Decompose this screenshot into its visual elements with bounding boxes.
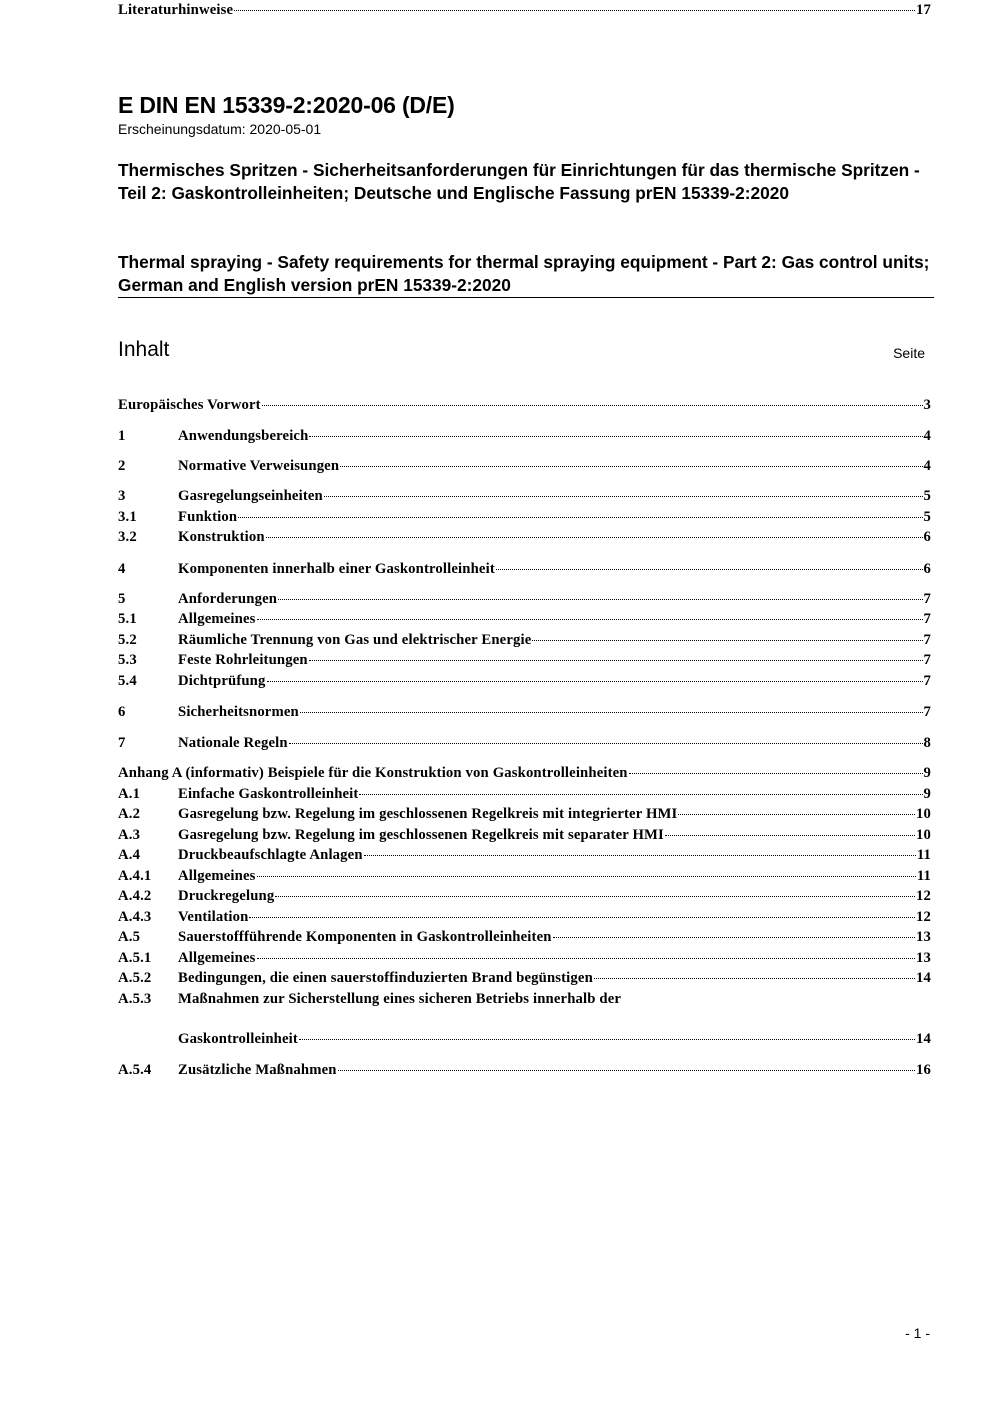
toc-entry-page: 4 (923, 458, 931, 474)
toc-entry-title: Allgemeines (178, 611, 256, 627)
toc-entry-number: 3.2 (118, 529, 137, 545)
toc-entry-title: Feste Rohrleitungen (178, 652, 308, 668)
toc-dot-leader (278, 587, 922, 600)
toc-entry-number: 3 (118, 488, 126, 504)
toc-entry-page: 5 (923, 488, 931, 504)
toc-entry-page: 7 (923, 673, 931, 689)
toc-entry[interactable] (118, 948, 931, 968)
toc-entry[interactable] (118, 702, 931, 722)
toc-entry[interactable] (118, 907, 931, 927)
toc-entry[interactable] (118, 486, 931, 506)
toc-entry-page: 4 (923, 428, 931, 444)
toc-entry-page: 13 (916, 950, 931, 966)
toc-entry-number: A.5.3 (118, 991, 152, 1007)
toc-entry[interactable] (118, 589, 931, 609)
toc-entry-page: 14 (916, 970, 931, 986)
toc-dot-leader (267, 669, 923, 682)
toc-entry-page: 6 (923, 529, 931, 545)
toc-entry-page: 14 (916, 1031, 931, 1047)
toc-entry-number: 5.1 (118, 611, 137, 627)
toc-dot-leader (678, 802, 915, 815)
toc-dot-leader (532, 628, 922, 641)
toc-entry-title: Konstruktion (178, 529, 265, 545)
toc-entry[interactable] (118, 650, 931, 670)
toc-entry-title: Druckbeaufschlagte Anlagen (178, 847, 363, 863)
toc-entry[interactable] (118, 507, 931, 527)
toc-dot-leader (289, 731, 923, 744)
toc-entry[interactable] (118, 456, 931, 476)
toc-heading: Inhalt (118, 338, 170, 361)
toc-dot-leader (249, 905, 915, 918)
toc-entry-page: 10 (916, 806, 931, 822)
toc-entry-title: Maßnahmen zur Sicherstellung eines sicheren Betriebs innerhalb der (178, 991, 622, 1007)
toc-entry[interactable] (118, 609, 931, 629)
toc-entry[interactable] (118, 825, 931, 845)
toc-entry[interactable] (118, 1029, 931, 1049)
toc-entry-title: Allgemeines (178, 868, 256, 884)
toc-entry[interactable] (118, 784, 931, 804)
toc-entry-title: Anhang A (informativ) Beispiele für die Konstruktion von Gaskontrolleinheiten (118, 765, 628, 781)
toc-entry-number: A.4.1 (118, 868, 152, 884)
toc-dot-leader (359, 782, 922, 795)
toc-entry[interactable] (118, 0, 931, 20)
toc-entry-number: A.5.2 (118, 970, 152, 986)
toc-entry-title: Allgemeines (178, 950, 256, 966)
toc-entry-page: 7 (923, 611, 931, 627)
toc-entry-title: Sauerstoffführende Komponenten in Gaskontrolleinheiten (178, 929, 552, 945)
toc-entry-number: A.1 (118, 786, 141, 802)
toc-entry-page: 5 (923, 509, 931, 525)
toc-entry-number: A.5.4 (118, 1062, 152, 1078)
toc-entry-title: Gasregelungseinheiten (178, 488, 323, 504)
toc-entry-number: A.2 (118, 806, 141, 822)
toc-entry-title: Einfache Gaskontrolleinheit (178, 786, 359, 802)
toc-entry-page: 7 (923, 632, 931, 648)
toc-dot-leader (665, 823, 915, 836)
toc-entry-title: Gasregelung bzw. Regelung im geschlossenen Regelkreis mit separater HMI (178, 827, 664, 843)
toc-entry-title: Literaturhinweise (118, 2, 234, 18)
toc-dot-leader (594, 966, 915, 979)
toc-dot-leader (340, 454, 922, 467)
toc-entry-page: 12 (916, 909, 931, 925)
toc-entry-title: Anforderungen (178, 591, 278, 607)
toc-entry-number: 3.1 (118, 509, 137, 525)
toc-entry-number: 7 (118, 735, 126, 751)
toc-entry-page: 9 (923, 765, 931, 781)
title-german: Thermisches Spritzen - Sicherheitsanforderungen für Einrichtungen für das thermische Spritzen - Teil 2: Gaskontrolleinheiten; Deutsche und Englische Fassung prEN 15339-2:2020 (118, 160, 920, 203)
toc-entry[interactable] (118, 671, 931, 691)
toc-entry-page: 16 (916, 1062, 931, 1078)
toc-entry[interactable] (118, 927, 931, 947)
toc-entry-number: A.3 (118, 827, 141, 843)
footer-page-number: - 1 - (905, 1325, 930, 1341)
toc-dot-leader (338, 1058, 915, 1071)
toc-entry-page: 7 (923, 704, 931, 720)
toc-entry-title: Sicherheitsnormen (178, 704, 299, 720)
toc-entry-number: A.5.1 (118, 950, 152, 966)
toc-dot-leader (238, 505, 922, 518)
toc-dot-leader (324, 484, 923, 497)
toc-entry[interactable] (118, 630, 931, 650)
toc-dot-leader (553, 925, 915, 938)
toc-dot-leader (364, 843, 916, 856)
toc-entry-number: 5.3 (118, 652, 137, 668)
toc-entry[interactable] (118, 426, 931, 446)
toc-page-column-heading: Seite (893, 345, 925, 361)
toc-entry-page: 7 (923, 652, 931, 668)
toc-dot-leader (299, 1027, 915, 1040)
toc-entry-page: 17 (916, 2, 931, 18)
toc-entry-number: 1 (118, 428, 126, 444)
toc-entry[interactable] (118, 866, 931, 886)
toc-entry-title: Dichtprüfung (178, 673, 266, 689)
toc-entry-number: 4 (118, 561, 126, 577)
toc-dot-leader (629, 761, 923, 774)
toc-dot-leader (275, 884, 915, 897)
toc-entry-page: 7 (923, 591, 931, 607)
toc-entry-title: Ventilation (178, 909, 249, 925)
toc-entry-number: 6 (118, 704, 126, 720)
toc-entry[interactable] (118, 886, 931, 906)
toc-dot-leader (257, 946, 915, 959)
toc-entry-title: Normative Verweisungen (178, 458, 340, 474)
toc-entry[interactable] (118, 395, 931, 415)
toc-entry[interactable] (118, 989, 931, 1009)
toc-entry-page: 8 (923, 735, 931, 751)
toc-entry[interactable] (118, 968, 931, 988)
toc-entry[interactable] (118, 763, 931, 783)
toc-dot-leader (234, 0, 915, 11)
toc-entry-page: 13 (916, 929, 931, 945)
toc-entry-page: 10 (916, 827, 931, 843)
toc-entry-title: Druckregelung (178, 888, 275, 904)
toc-entry-title: Nationale Regeln (178, 735, 288, 751)
toc-entry-page: 12 (916, 888, 931, 904)
toc-entry-number: A.4 (118, 847, 141, 863)
toc-entry-number: 5 (118, 591, 126, 607)
toc-entry-number: A.4.3 (118, 909, 152, 925)
toc-entry-title: Funktion (178, 509, 238, 525)
toc-dot-leader (496, 557, 923, 570)
toc-entry-number: 5.2 (118, 632, 137, 648)
toc-entry-page: 3 (923, 397, 931, 413)
toc-entry[interactable] (118, 733, 931, 753)
toc-entry-page: 11 (916, 868, 931, 884)
toc-entry-title: Räumliche Trennung von Gas und elektrischer Energie (178, 632, 532, 648)
toc-dot-leader (266, 525, 923, 538)
toc-dot-leader (309, 648, 923, 661)
toc-entry-title: Anwendungsbereich (178, 428, 309, 444)
toc-entry-title: Zusätzliche Maßnahmen (178, 1062, 337, 1078)
toc-entry[interactable] (118, 559, 931, 579)
toc-entry-title: Gaskontrolleinheit (178, 1031, 298, 1047)
document-id: E DIN EN 15339-2:2020-06 (D/E) (118, 92, 455, 118)
toc-entry-page: 11 (916, 847, 931, 863)
toc-dot-leader (300, 700, 923, 713)
toc-entry-title: Bedingungen, die einen sauerstoffinduzierten Brand begünstigen (178, 970, 593, 986)
toc-entry[interactable] (118, 845, 931, 865)
header-rule (118, 297, 934, 298)
toc-entry-number: 2 (118, 458, 126, 474)
toc-dot-leader (262, 393, 923, 406)
toc-entry-page: 6 (923, 561, 931, 577)
toc-entry[interactable] (118, 1060, 931, 1080)
toc-entry-number: 5.4 (118, 673, 137, 689)
toc-entry[interactable] (118, 527, 931, 547)
toc-entry-page: 9 (923, 786, 931, 802)
toc-entry-title: Gasregelung bzw. Regelung im geschlossenen Regelkreis mit integrierter HMI (178, 806, 678, 822)
toc-entry-title: Komponenten innerhalb einer Gaskontrolleinheit (178, 561, 495, 577)
toc-entry-title: Europäisches Vorwort (118, 397, 261, 413)
toc-entry-number: A.4.2 (118, 888, 152, 904)
title-english: Thermal spraying - Safety requirements for thermal spraying equipment - Part 2: Gas control units; German and English version prEN 15339-2:2020 (118, 252, 930, 295)
publication-date: Erscheinungsdatum: 2020-05-01 (118, 121, 322, 137)
toc-dot-leader (257, 607, 923, 620)
toc-entry-number: A.5 (118, 929, 141, 945)
toc-dot-leader (309, 424, 922, 437)
toc-dot-leader (257, 864, 916, 877)
toc-entry[interactable] (118, 804, 931, 824)
